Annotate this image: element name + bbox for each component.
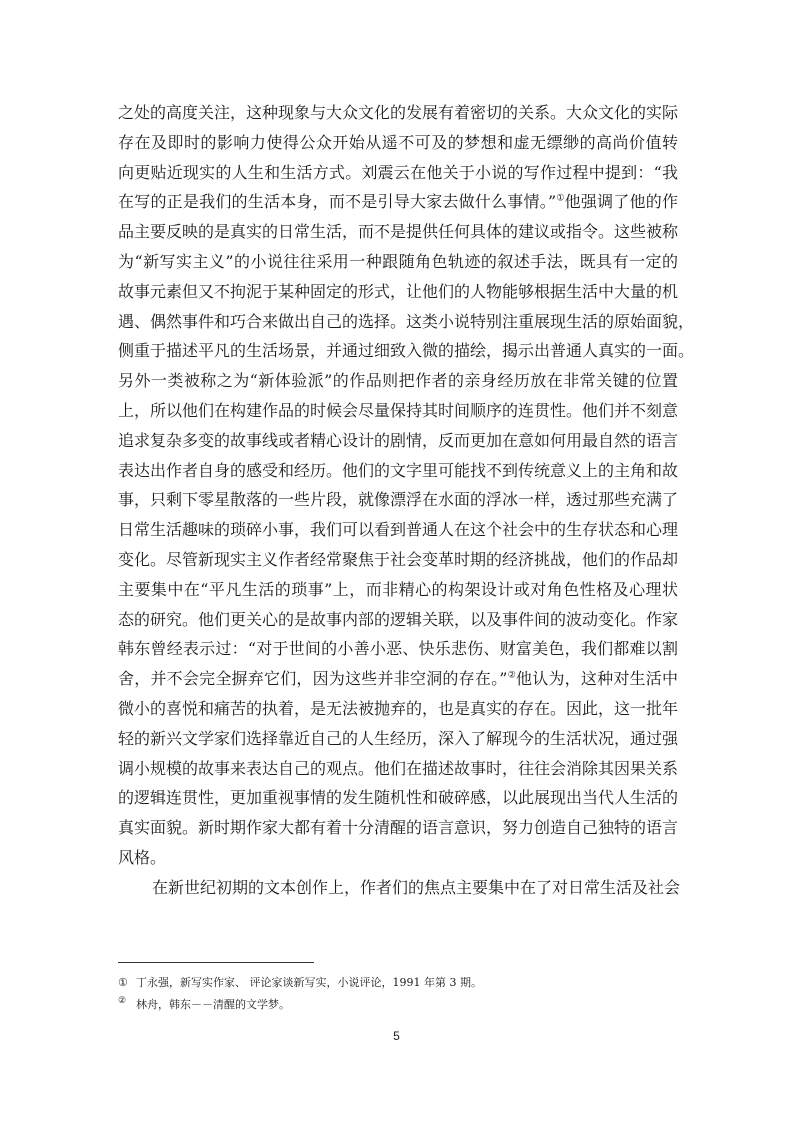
- text-line: 侧重于描述平凡的生活场景，并通过细致入微的描绘，揭示出普通人真实的一面。: [118, 341, 695, 361]
- page-number: 5: [393, 1029, 400, 1043]
- text-line: 追求复杂多变的故事线或者精心设计的剧情，反而更加在意如何用最自然的语言: [118, 430, 679, 450]
- text-line: 风格。: [118, 847, 167, 867]
- text-line: 品主要反映的是真实的日常生活，而不是提供任何具体的建议或指令。这些被称: [118, 222, 679, 242]
- footnote-text: 林舟，韩东－－清醒的文学梦。: [136, 998, 290, 1011]
- text-line: 主要集中在“平凡生活的琐事”上，而非精心的构架设计或对角色性格及心理状: [118, 579, 678, 599]
- text-line: 的逻辑连贯性，更加重视事情的发生随机性和破碎感，以此展现出当代人生活的: [118, 788, 679, 808]
- text-line: 调小规模的故事来表达自己的观点。他们在描述故事时，往往会消除其因果关系: [118, 758, 679, 778]
- paragraph-start-line: 在新世纪初期的文本创作上，作者们的焦点主要集中在了对日常生活及社会: [152, 877, 681, 897]
- text-line: 向更贴近现实的人生和生活方式。刘震云在他关于小说的写作过程中提到：“我: [118, 162, 678, 182]
- text-segment: 舍，并不会完全摒弃它们，因为这些并非空洞的存在。”: [118, 669, 508, 689]
- text-line: 事，只剩下零星散落的一些片段，就像漂浮在水面的浮冰一样，透过那些充满了: [118, 490, 679, 510]
- footnote-mark: ①: [118, 976, 128, 989]
- body-text: [118, 98, 695, 903]
- text-line: 真实面貌。新时期作家大都有着十分清醒的语言意识，努力创造自己独特的语言: [118, 818, 679, 838]
- footnote-1: [118, 972, 678, 994]
- footnotes: [118, 972, 678, 1016]
- text-line: 表达出作者自身的感受和经历。他们的文字里可能找不到传统意义上的主角和故: [118, 460, 679, 480]
- text-segment: 在写的正是我们的生活本身，而不是引导大家去做什么事情。”: [118, 192, 557, 212]
- text-line: 另外一类被称之为“新体验派”的作品则把作者的亲身经历放在非常关键的位置: [118, 371, 678, 391]
- footnote-text: 丁永强，新写实作家、 评论家谈新写实，小说评论，1991 年第 3 期。: [136, 976, 482, 989]
- text-line: 存在及即时的影响力使得公众开始从遥不可及的梦想和虚无缥缈的高尚价值转: [118, 132, 678, 152]
- footnote-separator: [118, 962, 314, 963]
- text-line: 遇、偶然事件和巧合来做出自己的选择。这类小说特别注重展现生活的原始面貌，: [118, 311, 695, 331]
- text-line: 故事元素但又不拘泥于某种固定的形式，让他们的人物能够根据生活中大量的机: [118, 281, 679, 301]
- footnote-ref-1[interactable]: ①: [556, 194, 565, 205]
- footnote-2: ② 林舟，韩东－－清醒的文学梦。: [118, 996, 290, 1011]
- text-line: 态的研究。他们更关心的是故事内部的逻辑关联，以及事件间的波动变化。作家: [118, 609, 679, 629]
- text-line: 上，所以他们在构建作品的时候会尽量保持其时间顺序的连贯性。他们并不刻意: [118, 400, 679, 420]
- text-line: 为“新写实主义”的小说往往采用一种跟随角色轨迹的叙述手法，既具有一定的: [118, 251, 678, 271]
- text-line: 轻的新兴文学家们选择靠近自己的人生经历，深入了解现今的生活状况，通过强: [118, 728, 679, 748]
- text-line: [118, 664, 678, 694]
- text-line: 变化。尽管新现实主义作者经常聚焦于社会变革时期的经济挑战，他们的作品却: [118, 549, 679, 569]
- text-line: 韩东曾经表示过：“对于世间的小善小恶、快乐悲伤、财富美色，我们都难以割: [118, 639, 678, 659]
- text-segment: 他认为，这种对生活中: [516, 669, 678, 689]
- text-segment: 他强调了他的作: [564, 192, 678, 212]
- text-line: 之处的高度关注，这种现象与大众文化的发展有着密切的关系。大众文化的实际: [118, 103, 679, 122]
- text-line: 微小的喜悦和痛苦的执着，是无法被抛弃的，也是真实的存在。因此，这一批年: [118, 698, 679, 718]
- text-line: 日常生活趣味的琐碎小事，我们可以看到普通人在这个社会中的生存状态和心理: [118, 520, 679, 540]
- text-line: [118, 187, 678, 217]
- footnote-ref-2[interactable]: ②: [507, 670, 516, 681]
